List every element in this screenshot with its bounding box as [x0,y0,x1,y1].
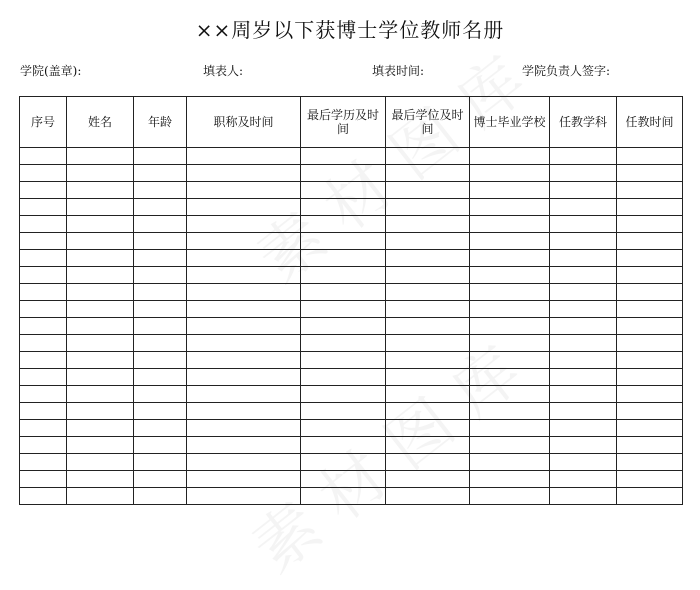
table-cell[interactable] [67,165,134,182]
table-row [20,369,683,386]
table-cell[interactable] [187,250,301,267]
table-cell[interactable] [301,148,386,165]
table-row [20,420,683,437]
table-cell[interactable] [301,301,386,318]
table-cell[interactable] [470,182,550,199]
column-header-education-date: 最后学历及时间 [301,97,386,148]
table-cell[interactable] [134,437,187,454]
table-cell[interactable] [301,182,386,199]
table-row [20,216,683,233]
table-row [20,148,683,165]
table-row [20,182,683,199]
table-cell[interactable] [134,471,187,488]
table-cell[interactable] [67,454,134,471]
table-cell[interactable] [134,369,187,386]
table-cell[interactable] [617,250,683,267]
table-cell[interactable] [67,437,134,454]
table-cell[interactable] [386,233,470,250]
table-cell[interactable] [301,250,386,267]
table-cell[interactable] [550,386,617,403]
table-cell[interactable] [470,488,550,505]
table-row [20,335,683,352]
table-cell[interactable] [20,284,67,301]
table-cell[interactable] [67,216,134,233]
table-cell[interactable] [386,182,470,199]
table-cell[interactable] [187,199,301,216]
table-cell[interactable] [301,437,386,454]
table-row [20,471,683,488]
table-body [20,148,683,505]
table-cell[interactable] [550,454,617,471]
table-cell[interactable] [617,352,683,369]
column-header-phd-school: 博士毕业学校 [470,97,550,148]
table-cell[interactable] [67,369,134,386]
teacher-roster-table [19,96,683,505]
table-cell[interactable] [187,182,301,199]
table-cell[interactable] [550,437,617,454]
table-cell[interactable] [20,403,67,420]
table-row [20,386,683,403]
table-cell[interactable] [386,386,470,403]
table-cell[interactable] [617,199,683,216]
table-cell[interactable] [187,420,301,437]
table-cell[interactable] [470,199,550,216]
table-cell[interactable] [301,318,386,335]
table-row [20,233,683,250]
table-cell[interactable] [386,148,470,165]
table-cell[interactable] [134,182,187,199]
table-cell[interactable] [134,454,187,471]
table-cell[interactable] [20,216,67,233]
table-cell[interactable] [386,301,470,318]
table-cell[interactable] [301,420,386,437]
table-cell[interactable] [617,318,683,335]
table-cell[interactable] [134,148,187,165]
page-title: ××周岁以下获博士学位教师名册 [195,18,505,42]
table-cell[interactable] [470,369,550,386]
table-cell[interactable] [301,369,386,386]
table-cell[interactable] [550,369,617,386]
table-cell[interactable] [386,267,470,284]
table-cell[interactable] [20,233,67,250]
table-cell[interactable] [187,284,301,301]
table-cell[interactable] [550,148,617,165]
table-cell[interactable] [470,420,550,437]
table-cell[interactable] [301,403,386,420]
table-cell[interactable] [301,199,386,216]
table-cell[interactable] [301,233,386,250]
table-cell[interactable] [67,267,134,284]
table-cell[interactable] [470,335,550,352]
table-cell[interactable] [20,267,67,284]
filler-label: 填表人: [203,64,244,78]
table-cell[interactable] [187,165,301,182]
column-header-subject: 任教学科 [550,97,617,148]
table-cell[interactable] [550,182,617,199]
table-cell[interactable] [617,437,683,454]
table-cell[interactable] [386,199,470,216]
column-header-teaching-time: 任教时间 [617,97,683,148]
table-cell[interactable] [386,488,470,505]
table-cell[interactable] [617,403,683,420]
table-cell[interactable] [67,471,134,488]
table-cell[interactable] [187,386,301,403]
table-cell[interactable] [470,148,550,165]
table-cell[interactable] [134,488,187,505]
table-cell[interactable] [134,386,187,403]
table-cell[interactable] [187,148,301,165]
college-seal-label: 学院(盖章): [20,64,82,78]
table-cell[interactable] [20,369,67,386]
column-header-name: 姓名 [67,97,134,148]
table-cell[interactable] [617,233,683,250]
table-cell[interactable] [617,471,683,488]
table-cell[interactable] [134,199,187,216]
table-cell[interactable] [617,454,683,471]
table-cell[interactable] [386,437,470,454]
table-row [20,199,683,216]
table-cell[interactable] [617,369,683,386]
table-cell[interactable] [470,250,550,267]
table-cell[interactable] [301,335,386,352]
table-row [20,352,683,369]
table-cell[interactable] [20,199,67,216]
table-cell[interactable] [550,471,617,488]
table-cell[interactable] [550,250,617,267]
table-cell[interactable] [550,216,617,233]
table-cell[interactable] [20,250,67,267]
table-cell[interactable] [470,233,550,250]
table-cell[interactable] [301,386,386,403]
table-cell[interactable] [550,199,617,216]
table-cell[interactable] [470,471,550,488]
table-cell[interactable] [134,165,187,182]
table-cell[interactable] [20,148,67,165]
table-cell[interactable] [20,454,67,471]
table-cell[interactable] [187,471,301,488]
column-header-degree-date: 最后学位及时间 [386,97,470,148]
table-row [20,437,683,454]
table-cell[interactable] [301,267,386,284]
table-cell[interactable] [20,437,67,454]
table-cell[interactable] [386,471,470,488]
table-cell[interactable] [20,488,67,505]
table-cell[interactable] [470,301,550,318]
table-cell[interactable] [187,216,301,233]
table-cell[interactable] [20,471,67,488]
table-cell[interactable] [470,437,550,454]
table-cell[interactable] [470,318,550,335]
table-cell[interactable] [470,454,550,471]
table-row [20,403,683,420]
table-cell[interactable] [617,386,683,403]
table-cell[interactable] [20,420,67,437]
table-cell[interactable] [67,148,134,165]
table-cell[interactable] [550,318,617,335]
table-cell[interactable] [134,216,187,233]
table-cell[interactable] [617,267,683,284]
table-row [20,488,683,505]
table-cell[interactable] [470,267,550,284]
table-row [20,250,683,267]
table-cell[interactable] [386,403,470,420]
column-header-index: 序号 [20,97,67,148]
table-cell[interactable] [20,318,67,335]
table-cell[interactable] [67,403,134,420]
table-cell[interactable] [67,488,134,505]
table-header-row [20,97,683,148]
table-cell[interactable] [301,165,386,182]
table-cell[interactable] [187,301,301,318]
table-cell[interactable] [386,250,470,267]
table-cell[interactable] [20,301,67,318]
table-cell[interactable] [386,352,470,369]
table-cell[interactable] [550,284,617,301]
table-row [20,454,683,471]
table-row [20,284,683,301]
table-cell[interactable] [386,454,470,471]
table-cell[interactable] [301,454,386,471]
table-cell[interactable] [134,318,187,335]
table-cell[interactable] [67,301,134,318]
table-cell[interactable] [67,386,134,403]
table-cell[interactable] [301,352,386,369]
table-cell[interactable] [67,182,134,199]
table-cell[interactable] [550,335,617,352]
table-cell[interactable] [470,284,550,301]
table-cell[interactable] [67,420,134,437]
table-cell[interactable] [67,233,134,250]
table-row [20,165,683,182]
table-cell[interactable] [187,267,301,284]
table-cell[interactable] [550,165,617,182]
table-cell[interactable] [550,301,617,318]
table-cell[interactable] [67,318,134,335]
table-cell[interactable] [187,318,301,335]
table-cell[interactable] [386,369,470,386]
table-cell[interactable] [386,420,470,437]
table-cell[interactable] [617,488,683,505]
table-cell[interactable] [550,488,617,505]
table-cell[interactable] [617,165,683,182]
column-header-title-date: 职称及时间 [187,97,301,148]
table-cell[interactable] [134,403,187,420]
table-cell[interactable] [20,182,67,199]
table-cell[interactable] [301,216,386,233]
table-cell[interactable] [617,284,683,301]
dean-signature-label: 学院负责人签字: [522,64,611,78]
table-cell[interactable] [617,420,683,437]
table-cell[interactable] [386,284,470,301]
table-cell[interactable] [550,420,617,437]
table-cell[interactable] [187,352,301,369]
table-cell[interactable] [617,148,683,165]
column-header-age: 年龄 [134,97,187,148]
table-row [20,318,683,335]
table-cell[interactable] [134,284,187,301]
table-cell[interactable] [386,335,470,352]
table-row [20,301,683,318]
table-cell[interactable] [550,352,617,369]
table-cell[interactable] [67,335,134,352]
table-cell[interactable] [20,352,67,369]
table-cell[interactable] [187,488,301,505]
table-cell[interactable] [187,403,301,420]
table-cell[interactable] [470,216,550,233]
table-cell[interactable] [301,471,386,488]
table-cell[interactable] [550,233,617,250]
table-cell[interactable] [20,165,67,182]
table-cell[interactable] [134,301,187,318]
table-cell[interactable] [67,250,134,267]
table-cell[interactable] [134,420,187,437]
table-cell[interactable] [550,267,617,284]
table-cell[interactable] [134,352,187,369]
table-cell[interactable] [20,335,67,352]
table-cell[interactable] [134,335,187,352]
table-cell[interactable] [386,318,470,335]
table-cell[interactable] [134,250,187,267]
table-cell[interactable] [67,284,134,301]
table-cell[interactable] [187,454,301,471]
table-cell[interactable] [187,233,301,250]
table-cell[interactable] [187,369,301,386]
table-cell[interactable] [550,403,617,420]
table-cell[interactable] [617,301,683,318]
table-cell[interactable] [67,199,134,216]
table-cell[interactable] [386,216,470,233]
table-cell[interactable] [67,352,134,369]
table-cell[interactable] [301,284,386,301]
table-cell[interactable] [617,182,683,199]
fill-date-label: 填表时间: [372,64,425,78]
table-cell[interactable] [301,488,386,505]
table-cell[interactable] [187,335,301,352]
table-row [20,267,683,284]
table-cell[interactable] [470,165,550,182]
table-cell[interactable] [470,352,550,369]
table-cell[interactable] [134,267,187,284]
table-cell[interactable] [470,386,550,403]
table-cell[interactable] [470,403,550,420]
table-cell[interactable] [386,165,470,182]
table-cell[interactable] [20,386,67,403]
table-cell[interactable] [617,216,683,233]
table-cell[interactable] [187,437,301,454]
table-cell[interactable] [134,233,187,250]
table-cell[interactable] [617,335,683,352]
